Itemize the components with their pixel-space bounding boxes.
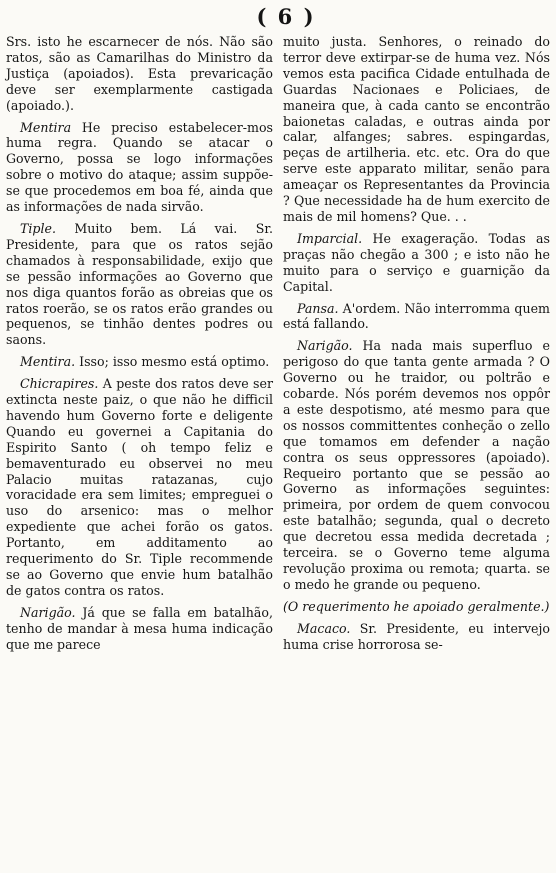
speaker-name: Narigão. xyxy=(20,604,76,620)
speaker-name: Macaco. xyxy=(297,620,351,636)
paragraph-text: (O requerimento he apoiado geralmente.) xyxy=(283,598,550,614)
paragraph-text: Srs. isto he escarnecer de nós. Não são ratos, são as Camarilhas do Ministro da Justiça (apoiados). Esta prevaricação deve ser exemplarmente castigada (apoiado.). xyxy=(6,34,273,113)
paragraph xyxy=(283,338,550,593)
speaker-name: Tiple. xyxy=(20,220,56,236)
paragraph xyxy=(6,221,273,348)
paragraph-text: He preciso estabelecer-mos huma regra. Quando se atacar o Governo, possa se logo informações sobre o motivo do ataque; assim suppõe-se que procedemos em boa fé, ainda que as informações de nada sirvão. xyxy=(6,119,273,215)
paragraph xyxy=(283,34,550,225)
paragraph-text: muito justa. Senhores, o reinado do terror deve extirpar-se de huma vez. Nós vemos esta pacifica Cidade entulhada de Guardas Nacionaes e Policiaes, de maneira que, à cada canto se encontrão baionetas caladas, e outras ainda por calar, alfanges; sabres. espingardas, peças de artilheria. etc. etc. Ora do que serve este apparato militar, senão para ameaçar os Representantes da Provincia ? Que necessidade ha de hum exercito de mais de mil homens? Que. . . xyxy=(283,34,550,224)
paragraph xyxy=(283,599,550,615)
right-column xyxy=(283,34,550,659)
speaker-name: Chicrapires. xyxy=(20,376,99,392)
left-column xyxy=(6,34,273,659)
paragraph xyxy=(6,120,273,215)
speaker-name: Mentira. xyxy=(20,354,76,370)
paragraph-text: Ha nada mais superfluo e perigoso do que tanta gente armada ? O Governo ou he traidor, ou poltrão e cobarde. Nós porém devemos nos oppôr a este despotismo, até mesmo para que os nossos committentes conheção o zello que tomamos em defender a nação contra os seus oppressores (apoiado). Requeiro portanto que se pessão ao Governo as informações seguintes: primeira, por ordem de quem convocou este batalhão; segunda, qual o decreto que decretou essa medida decretada ; terceira. se o Governo teme alguma revolução proxima ou remota; quarta. se o medo he grande ou pequeno. xyxy=(283,338,550,592)
paragraph xyxy=(6,34,273,114)
paragraph xyxy=(6,376,273,599)
paragraph xyxy=(283,231,550,295)
page-number: ( 6 ) xyxy=(256,4,316,29)
paragraph xyxy=(283,301,550,333)
paragraph-text: Muito bem. Lá vai. Sr. Presidente, para que os ratos sejão chamados à responsabilidade, exijo que se pessão informações ao Governo que nos diga quantos forão as obreias que os ratos roerão, se os ratos erão grandes ou pequenos, se tinhão dentes podres ou saons. xyxy=(6,220,273,348)
speaker-name: Narigão. xyxy=(297,338,353,354)
paragraph-text: A'ordem. Não interromma quem está fallando. xyxy=(283,300,550,332)
paragraph-text: He exageração. Todas as praças não chegão a 300 ; e isto não he muito para o serviço e guarnição da Capital. xyxy=(283,230,550,294)
paragraph-text: Sr. Presidente, eu intervejo huma crise horrorosa se- xyxy=(283,620,550,652)
paragraph-text: A peste dos ratos deve ser extincta neste paiz, o que não he difficil havendo hum Governo forte e deligente Quando eu governei a Capitania do Espirito Santo ( oh tempo feliz e bemaventurado eu observei no meu Palacio muitas ratazanas, cujo voracidade era sem limites; empreguei o uso do arsenico: mas o melhor expediente que achei forão os gatos. Portanto, em additamento ao requerimento do Sr. Tiple recommende se ao Governo que envie hum batalhão de gatos contra os ratos. xyxy=(6,376,273,598)
speaker-name: Mentira xyxy=(20,119,72,135)
paragraph xyxy=(6,354,273,370)
paragraph-text: Já que se falla em batalhão, tenho de mandar à mesa huma indicação que me parece xyxy=(6,604,273,652)
paragraph xyxy=(6,605,273,653)
paragraph xyxy=(283,621,550,653)
speaker-name: Imparcial. xyxy=(297,230,363,246)
speaker-name: Pansa. xyxy=(297,300,339,316)
text-columns xyxy=(6,34,550,659)
paragraph-text: Isso; isso mesmo está optimo. xyxy=(75,354,270,370)
